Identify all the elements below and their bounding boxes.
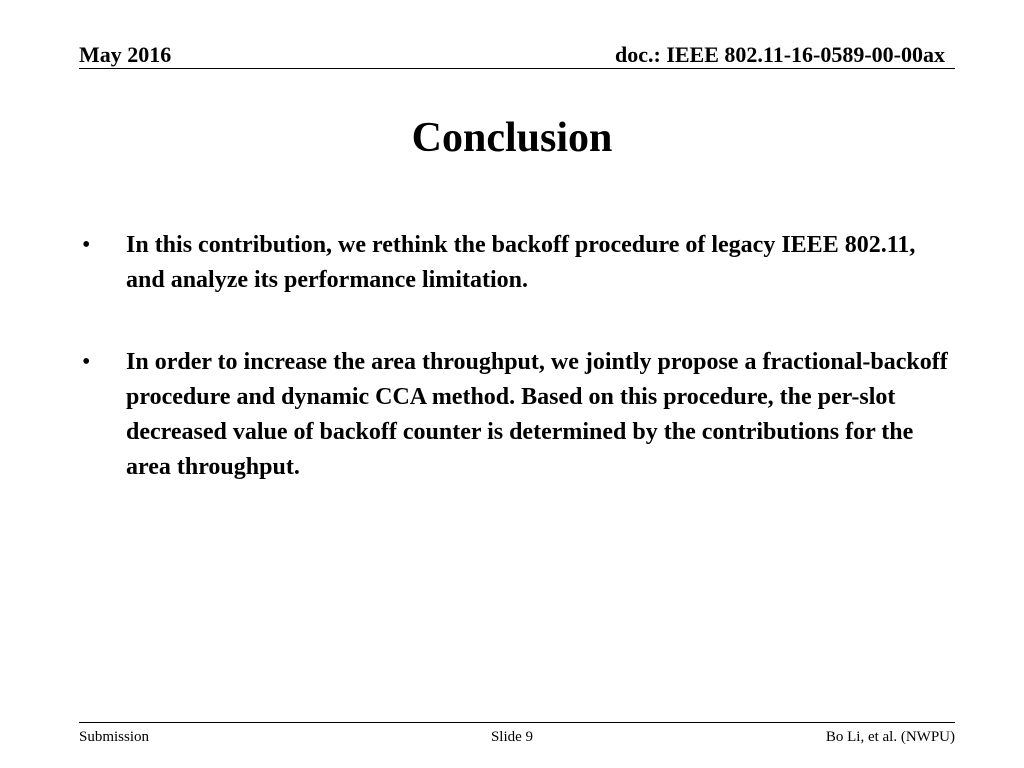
bullet-text: In order to increase the area throughput, we jointly propose a fractional-backoff procedure and dynamic CCA method. Based on this procedure, the per-slot decreased value of backoff counter is determined by the contributions for the area throughput. <box>126 349 948 480</box>
bullet-marker: • <box>82 349 91 375</box>
header-doc-id: doc.: IEEE 802.11-16-0589-00-00ax <box>615 42 945 67</box>
header-divider <box>79 68 955 69</box>
bullet-text: In this contribution, we rethink the backoff procedure of legacy IEEE 802.11, and analyze its performance limitation. <box>126 232 916 293</box>
bullet-list <box>82 228 952 532</box>
bullet-marker: • <box>82 232 91 258</box>
slide-title: Conclusion <box>411 115 613 161</box>
footer-divider <box>79 722 955 723</box>
footer-slide-number: Slide 9 <box>490 729 534 745</box>
bullet-item <box>82 228 952 298</box>
footer-submission: Submission <box>79 729 150 745</box>
footer-author: Bo Li, et al. (NWPU) <box>825 729 955 745</box>
bullet-item <box>82 345 952 485</box>
header-date: May 2016 <box>79 42 172 67</box>
